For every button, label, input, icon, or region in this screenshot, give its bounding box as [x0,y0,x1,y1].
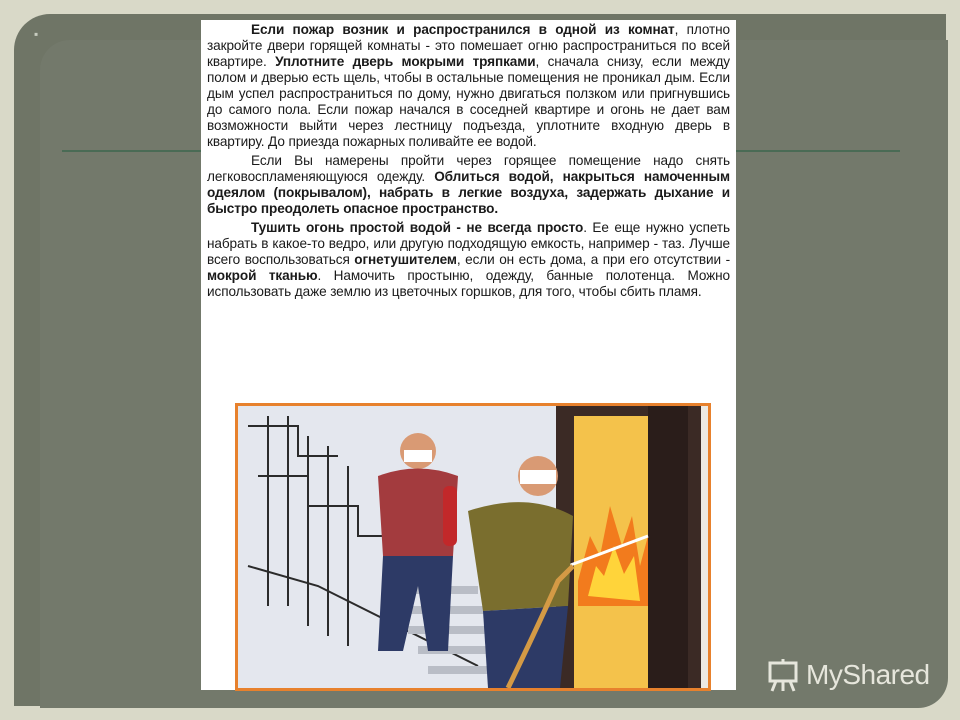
corner-bullet-icon: ▪ [34,27,39,41]
myshared-watermark [766,656,930,694]
illustration-svg [238,406,708,688]
p3-run-2: огнетушителем [354,252,457,267]
p3-run-1: . Ее еще нужно успеть набрать в какое-то ведро, или другую подходящую емкость, например - таз. Лучше всего воспользоваться [207,220,730,267]
p3-run-5: . Намочить простыню, одежду, банные полотенца. Можно использовать даже землю из цветочных горшков, для того, чтобы сбить пламя. [207,268,730,299]
extinguisher-icon [443,486,457,546]
p3-run-0: Тушить огонь простой водой - не всегда просто [251,220,584,235]
p2-run-1: Облиться водой, накрыться намоченным одеялом (покрывалом), набрать в легкие воздуха, задержать дыхание и быстро преодолеть опасное пространство. [207,169,731,216]
p1-run-2: Уплотните дверь мокрыми тряпками [275,54,536,69]
p3-run-4: мокрой тканью [207,268,318,283]
p1-run-1: , плотно закройте двери горящей комнаты - это помешает огню распространиться по всей квартире. [207,22,730,69]
p3-run-3: , если он есть дома, а при его отсутствии - [456,252,730,267]
paragraph-3 [207,220,730,300]
document-text [207,22,730,303]
p1-run-3: , сначала снизу, если между полом и дверью есть щель, чтобы в остальные помещения не проникал дым. Если дым успел распространиться по дому, нужно двигаться ползком или пригнувшись до самого пола. Если пожар начался в соседней квартире и огонь не дает вам возможности выйти через лестницу подъезда, уплотните входную дверь в квартиру. До приезда пожарных поливайте ее водой. [207,54,730,149]
watermark-label: MyShared [806,659,930,690]
document-page [201,20,736,690]
p1-run-0: Если пожар возник и распространился в одной из комнат [251,22,675,37]
open-door [648,406,688,688]
p2-run-0: Если Вы намерены пройти через горящее помещение надо снять легковоспламеняющуюся одежду. [207,153,730,184]
paragraph-1 [207,22,730,150]
presentation-board-icon [766,658,800,692]
firefighting-illustration [235,403,711,691]
paragraph-2 [207,153,730,217]
